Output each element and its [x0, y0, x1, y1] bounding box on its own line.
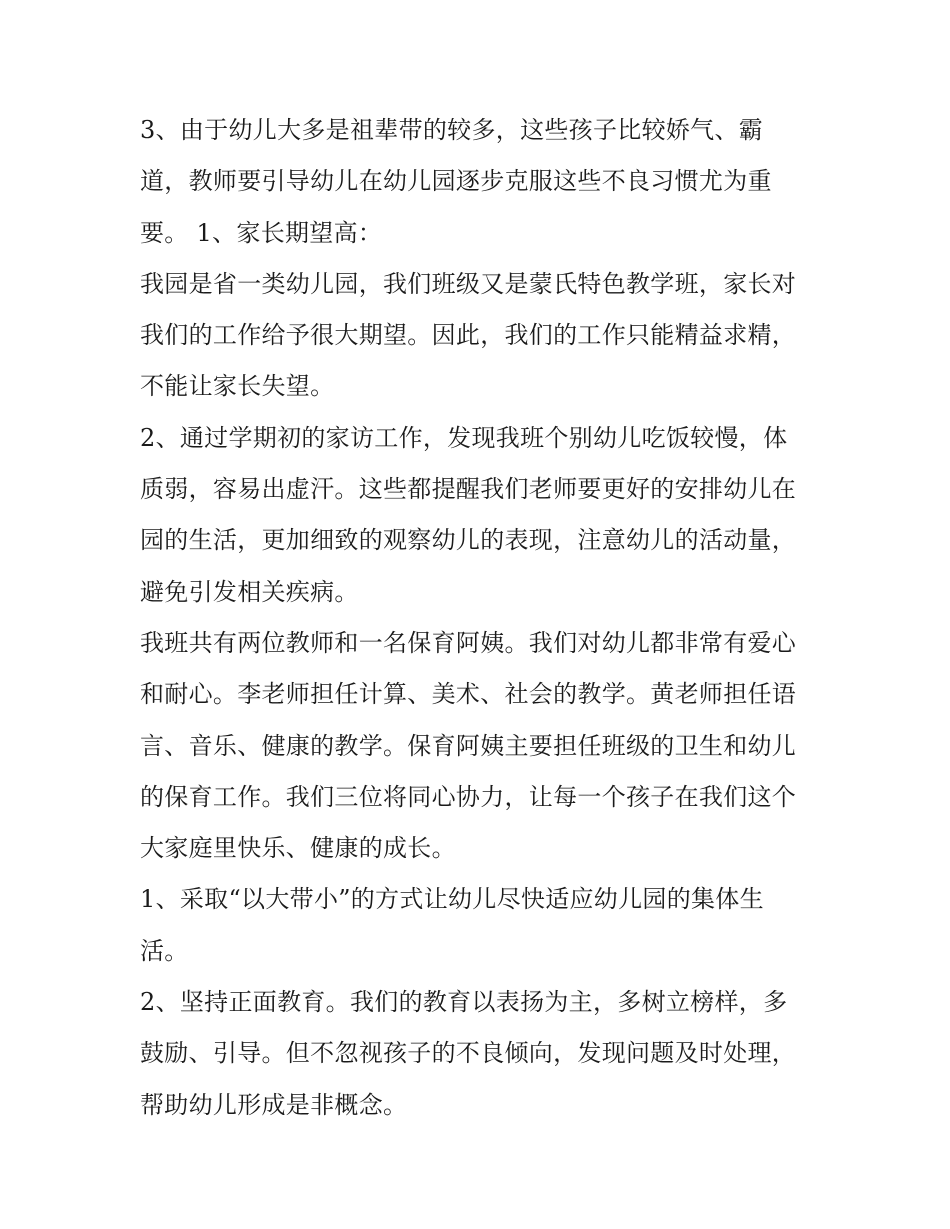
text-line: 2、坚持正面教育。我们的教育以表扬为主，多树立榜样，多	[140, 988, 788, 1017]
text-line: 大家庭里快乐、健康的成长。	[140, 834, 456, 863]
text-line: 3、由于幼儿大多是祖辈带的较多，这些孩子比较娇气、霸	[140, 116, 764, 144]
text-line: 言、音乐、健康的教学。保育阿姨主要担任班级的卫生和幼儿	[140, 731, 797, 760]
text-line: 帮助幼儿形成是非概念。	[140, 1090, 408, 1119]
text-line: 的保育工作。我们三位将同心协力，让每一个孩子在我们这个	[140, 782, 797, 811]
text-line: 要。 1、家长期望高：	[140, 218, 383, 247]
text-line: 鼓励、引导。但不忽视孩子的不良倾向，发现问题及时处理，	[140, 1039, 797, 1068]
document-body	[140, 105, 820, 1131]
text-line: 质弱，容易出虚汗。这些都提醒我们老师要更好的安排幼儿在	[140, 475, 797, 504]
text-line: 我园是省一类幼儿园，我们班级又是蒙氏特色教学班，家长对	[140, 269, 797, 298]
text-line: 我们的工作给予很大期望。因此，我们的工作只能精益求精，	[140, 321, 797, 350]
text-line: 不能让家长失望。	[140, 372, 335, 401]
text-line: 避免引发相关疾病。	[140, 577, 359, 606]
text-line: 道，教师要引导幼儿在幼儿园逐步克服这些不良习惯尤为重	[140, 167, 772, 196]
text-line: 和耐心。李老师担任计算、美术、社会的教学。黄老师担任语	[140, 680, 797, 709]
text-line: 园的生活，更加细致的观察幼儿的表现，注意幼儿的活动量，	[140, 526, 797, 555]
text-line: 我班共有两位教师和一名保育阿姨。我们对幼儿都非常有爱心	[140, 628, 797, 657]
text-line: 2、通过学期初的家访工作，发现我班个别幼儿吃饭较慢，体	[140, 423, 788, 452]
text-line: 活。	[140, 936, 189, 965]
text-line: 1、采取“以大带小”的方式让幼儿尽快适应幼儿园的集体生	[140, 885, 764, 914]
